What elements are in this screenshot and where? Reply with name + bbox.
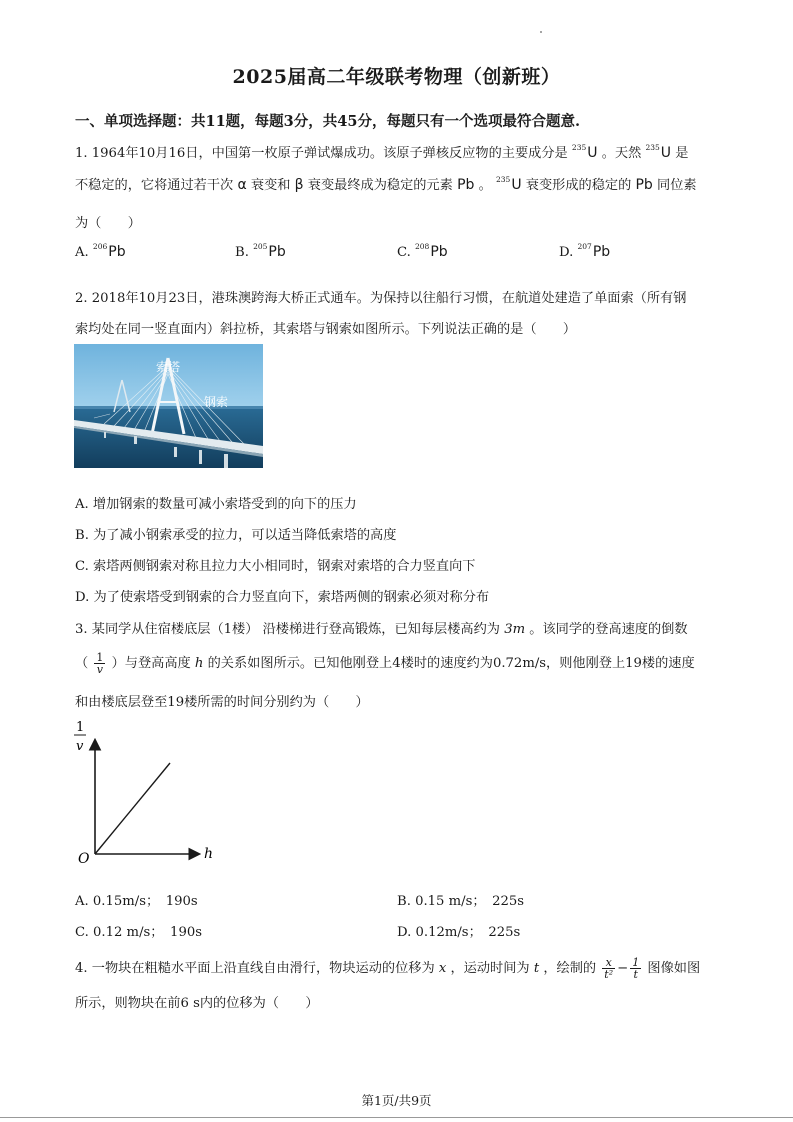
q3-height-value: 3m [504, 622, 526, 637]
q3-text-d: 的关系如图所示。已知他刚登上4楼时的速度约为0.72m/s，则他刚登上19楼的速度 [207, 656, 695, 671]
q1-text-c: 是 [675, 146, 689, 161]
x-label: h [204, 846, 214, 862]
page-footer: 第1页/共9页 [361, 1093, 432, 1108]
y-label-denominator: v [76, 739, 84, 754]
q3-graph [70, 715, 230, 865]
q3-option-c[interactable]: C. 0.12 m/s； 190s [75, 925, 202, 940]
q2-line2: 索均处在同一竖直面内）斜拉桥，其索塔与钢索如图所示。下列说法正确的是（ ） [75, 322, 577, 337]
q3-text-b: 。该同学的登高速度的倒数 [529, 622, 688, 637]
q4-x-symbol: x [438, 961, 447, 976]
bridge-illustration [74, 344, 263, 468]
q1-text-a: 1. 1964年10月16日，中国第一枚原子弹试爆成功。该原子弹核反应物的主要成分是 [75, 146, 568, 161]
q3-text-a: 3. 某同学从住宿楼底层（1楼） 沿楼梯进行登高锻炼，已知每层楼高约为 [75, 622, 500, 637]
q4-text-b: ，运动时间为 [450, 961, 530, 976]
q1-line2 [75, 174, 697, 193]
bottom-rule [0, 1117, 793, 1118]
q3-line2 [75, 652, 695, 675]
q4-t-symbol: t [533, 961, 540, 976]
q4-text-a: 4. 一物块在粗糙水平面上沿直线自由滑行，物块运动的位移为 [75, 961, 435, 976]
q2-line1: 2. 2018年10月23日，港珠澳跨海大桥正式通车。为保持以往船行习惯，在航道处建造了单面索（所有钢 [75, 291, 687, 306]
label-tower: 索塔 [156, 360, 181, 374]
q4-text-c: ，绘制的 [543, 961, 597, 976]
q3-option-d[interactable]: D. 0.12m/s； 225s [397, 925, 521, 940]
q1-text-f: 衰变最终成为稳定的元素 [307, 178, 453, 193]
bridge-photo [74, 344, 263, 468]
pb-element-2: Pb [635, 177, 653, 193]
q2-option-c[interactable]: C. 索塔两侧钢索对称且拉力大小相同时，钢索对索塔的合力竖直向下 [75, 559, 476, 574]
q3-h-symbol: h [194, 656, 204, 671]
q1-text-i: 同位素 [657, 178, 697, 193]
x-over-t2-fraction: $\frac{x}{\text{t²}}$ [604, 956, 614, 981]
u235-isotope-3: $^{235}$U [496, 175, 522, 193]
q1-text-g: 。 [478, 178, 492, 193]
inverse-speed-height-graph [70, 715, 230, 865]
q1-line3: 为（ ） [75, 216, 141, 231]
q4-line2: 所示，则物块在前6 s内的位移为（ ） [75, 996, 319, 1011]
section-heading: 一、单项选择题：共11题，每题3分，共45分，每题只有一个选项最符合题意. [75, 113, 580, 130]
pb-element: Pb [457, 177, 475, 193]
q4-dash: − [617, 961, 629, 976]
q1-text-d: 不稳定的，它将通过若干次 [75, 178, 234, 193]
q1-text-e: 衰变和 [250, 178, 291, 193]
q3-option-a[interactable]: A. 0.15m/s； 190s [75, 894, 198, 909]
u235-isotope: $^{235}$U [571, 143, 598, 161]
q2-option-a[interactable]: A. 增加钢索的数量可减小索塔受到的向下的压力 [75, 497, 357, 512]
q3-line1 [75, 618, 688, 637]
q1-option-d[interactable]: D. $^{207}$Pb [559, 242, 611, 260]
one-over-t-fraction: $\frac{1}{t}$ [632, 956, 640, 981]
label-cable: 钢索 [204, 395, 229, 409]
u235-isotope-2: $^{235}$U [645, 143, 672, 161]
page-title: 2025届高二年级联考物理（创新班） [232, 66, 561, 88]
data-line [95, 763, 170, 854]
q2-option-b[interactable]: B. 为了减小钢索承受的拉力，可以适当降低索塔的高度 [75, 528, 397, 543]
q1-text-b: 。天然 [601, 146, 642, 161]
q3-line3: 和由楼底层登至19楼所需的时间分别约为（ ） [75, 695, 369, 710]
q3-text-c: ）与登高高度 [111, 656, 191, 671]
inverse-speed-fraction: $\frac{1}{v}$ [96, 651, 104, 676]
q1-option-b[interactable]: B. $^{205}$Pb [235, 242, 286, 260]
q1-option-a[interactable]: A. $^{206}$Pb [75, 242, 126, 260]
q1-text-h: 衰变形成的稳定的 [525, 178, 632, 193]
q3-option-b[interactable]: B. 0.15 m/s； 225s [397, 894, 525, 909]
y-label-numerator: 1 [76, 720, 85, 735]
scan-dot [540, 31, 542, 33]
q1-line1 [75, 142, 688, 161]
alpha-symbol: α [237, 177, 247, 193]
q2-option-d[interactable]: D. 为了使索塔受到钢索的合力竖直向下，索塔两侧的钢索必须对称分布 [75, 590, 490, 605]
q1-option-c[interactable]: C. $^{208}$Pb [397, 242, 448, 260]
q4-line1 [75, 957, 700, 980]
beta-symbol: β [294, 177, 304, 193]
q3-paren: （ [75, 656, 89, 671]
origin-label: O [78, 851, 90, 865]
q4-text-d: 图像如图 [647, 961, 701, 976]
